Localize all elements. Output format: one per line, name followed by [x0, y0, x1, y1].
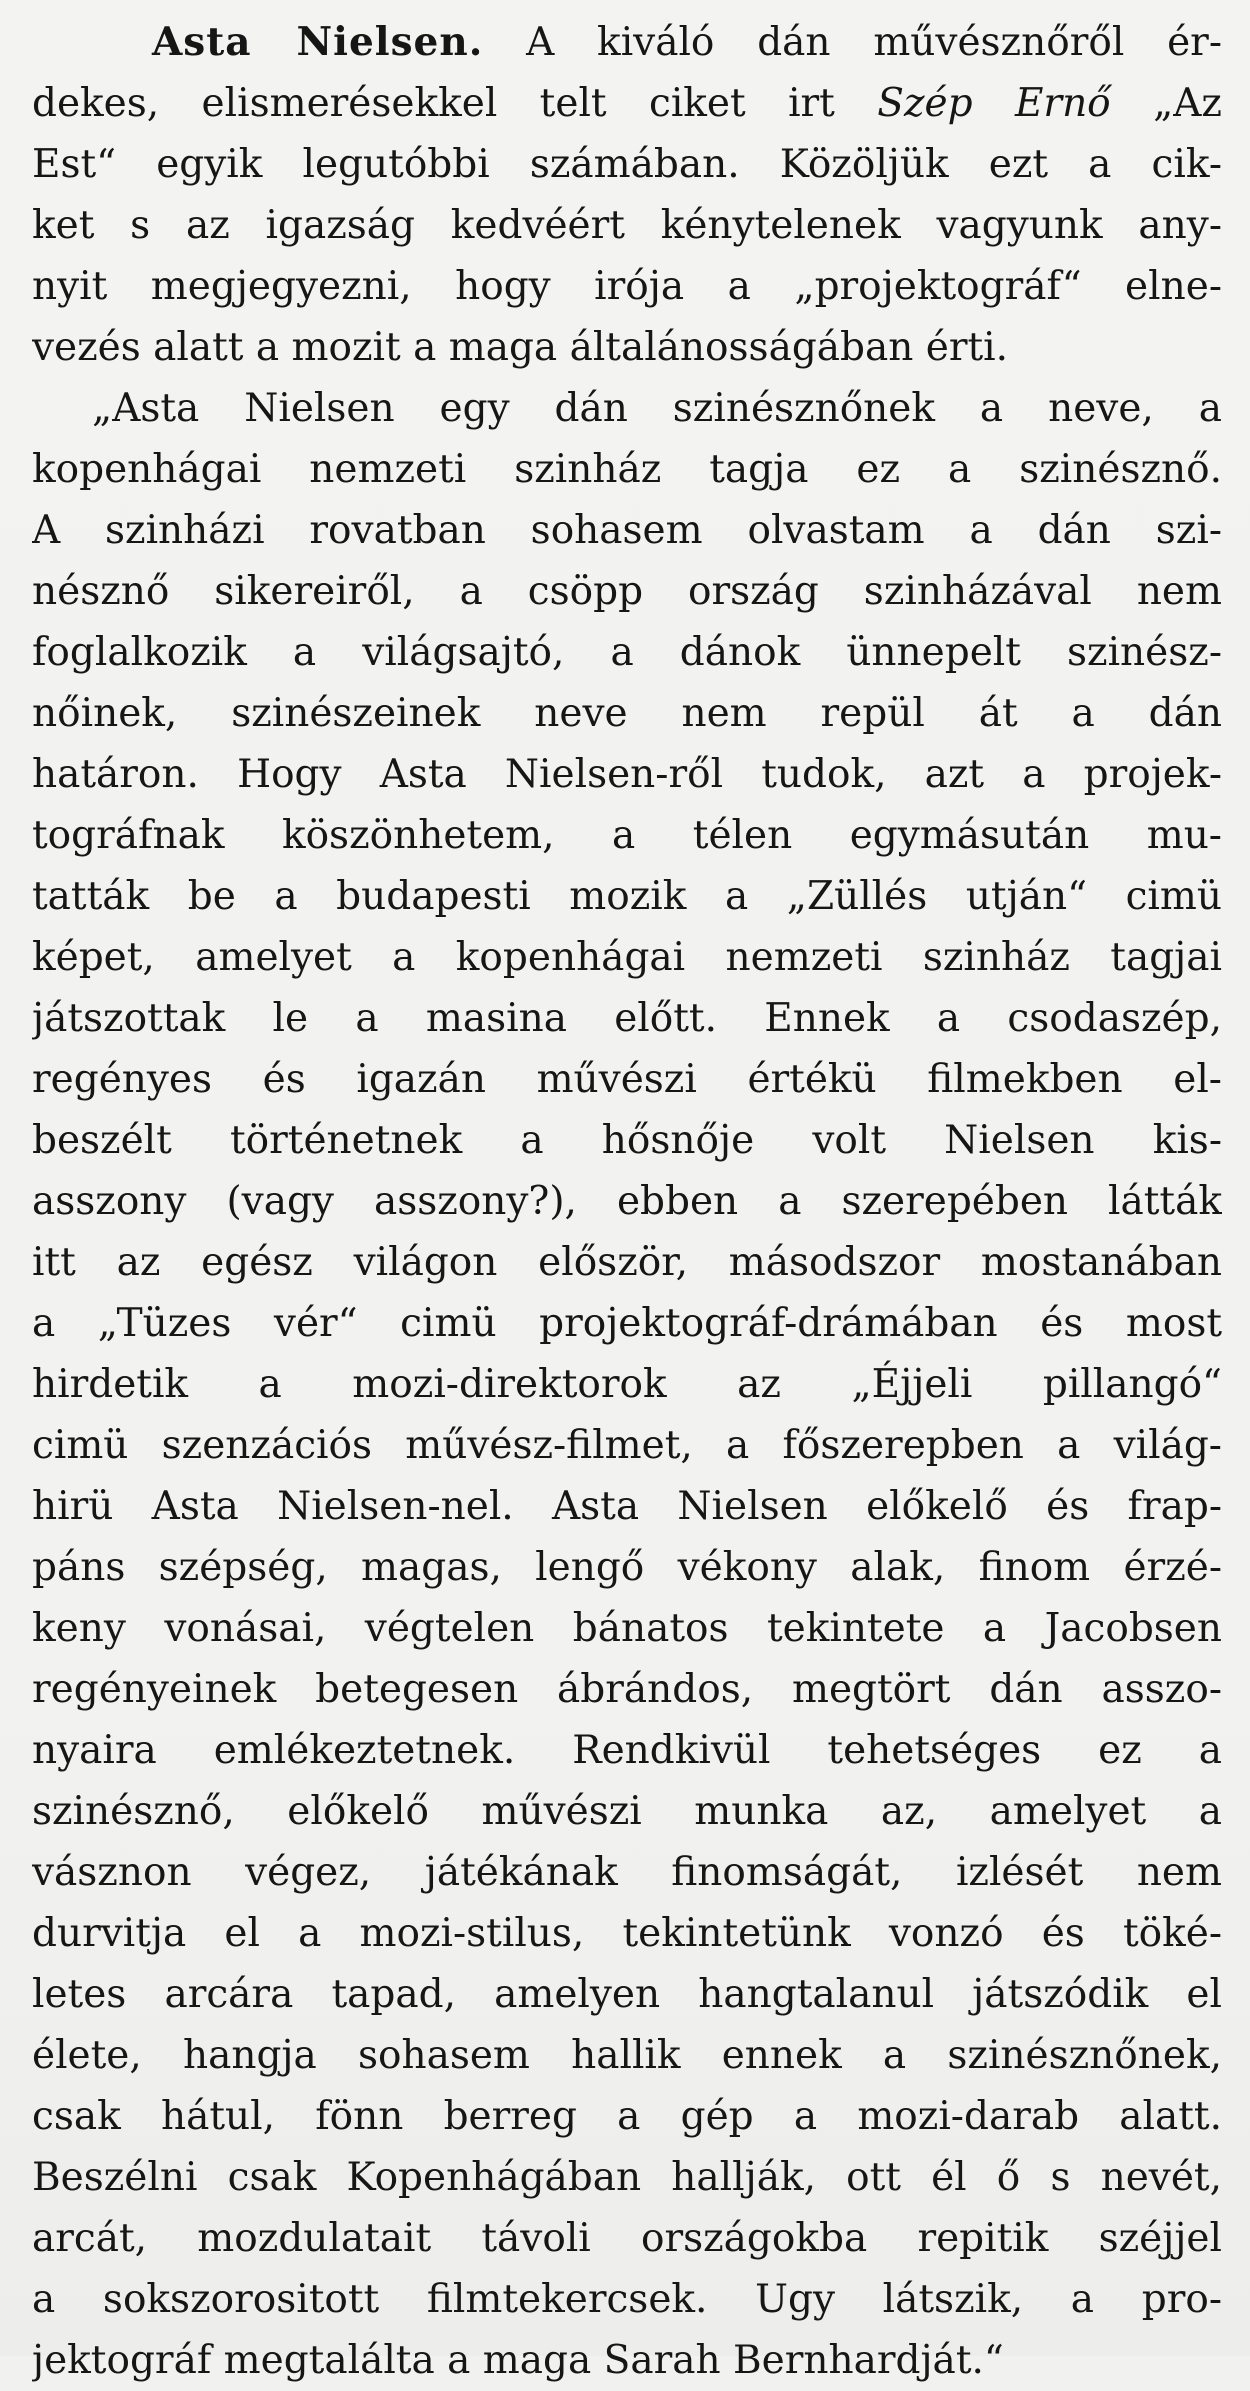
article-line: kopenhágai nemzeti szinház tagja ez a szinésznő.: [32, 447, 1222, 492]
article-line: durvitja el a mozi-stilus, tekintetünk vonzó és töké-: [32, 1911, 1222, 1956]
article-line: asszony (vagy asszony?), ebben a szerepében látták: [32, 1179, 1222, 1224]
article-heading: Asta Nielsen.: [152, 19, 484, 65]
article-text: dekes, elismerésekkel telt ciket irt: [32, 81, 835, 126]
article-line: vásznon végez, játékának finomságát, izlését nem: [32, 1850, 1222, 1895]
article-line: [32, 73, 1222, 134]
article-line: élete, hangja sohasem hallik ennek a szinésznőnek,: [32, 2033, 1222, 2078]
article-line: páns szépség, magas, lengő vékony alak, finom érzé-: [32, 1545, 1222, 1590]
article-line: hirdetik a mozi-direktorok az „Éjjeli pillangó“: [32, 1362, 1222, 1407]
article-line: „Asta Nielsen egy dán szinésznőnek a neve, a: [92, 386, 1222, 431]
article-line: Beszélni csak Kopenhágában hallják, ott él ő s nevét,: [32, 2155, 1222, 2200]
article-line: nőinek, szinészeinek neve nem repül át a dán: [32, 691, 1222, 736]
article-line: regényeinek betegesen ábrándos, megtört dán asszo-: [32, 1667, 1222, 1712]
article-line: nyaira emlékeztetnek. Rendkivül tehetséges ez a: [32, 1728, 1222, 1773]
article-line: Est“ egyik legutóbbi számában. Közöljük ezt a cik-: [32, 142, 1222, 187]
article-line: csak hátul, fönn berreg a gép a mozi-darab alatt.: [32, 2094, 1222, 2139]
article-line: keny vonásai, végtelen bánatos tekintete a Jacobsen: [32, 1606, 1222, 1651]
article-line: a „Tüzes vér“ cimü projektográf-drámában és most: [32, 1301, 1222, 1346]
article-line: jektográf megtalálta a maga Sarah Bernhardját.“: [32, 2338, 1004, 2383]
article-line: itt az egész világon először, másodszor mostanában: [32, 1240, 1222, 1285]
article-line: ket s az igazság kedvéért kénytelenek vagyunk any-: [32, 203, 1222, 248]
article-line: tográfnak köszönhetem, a télen egymásután mu-: [32, 813, 1222, 858]
article-text: „Az: [1153, 81, 1222, 126]
article-line: tatták be a budapesti mozik a „Züllés utján“ cimü: [32, 874, 1222, 919]
article-line: a sokszorositott filmtekercsek. Ugy látszik, a pro-: [32, 2277, 1222, 2322]
article-line: letes arcára tapad, amelyen hangtalanul játszódik el: [32, 1972, 1222, 2017]
author-name: Szép Ernő: [877, 81, 1111, 126]
article-line: hirü Asta Nielsen-nel. Asta Nielsen előkelő és frap-: [32, 1484, 1222, 1529]
article-line: foglalkozik a világsajtó, a dánok ünnepelt szinész-: [32, 630, 1222, 675]
article-text: A kiváló dán művésznőről ér-: [526, 20, 1222, 65]
article: [32, 0, 1222, 2383]
article-line: szinésznő, előkelő művészi munka az, amelyet a: [32, 1789, 1222, 1834]
article-line: határon. Hogy Asta Nielsen-ről tudok, azt a projek-: [32, 752, 1222, 797]
article-line: beszélt történetnek a hősnője volt Nielsen kis-: [32, 1118, 1222, 1163]
article-line: [32, 12, 1222, 73]
article-line: játszottak le a masina előtt. Ennek a csodaszép,: [32, 996, 1222, 1041]
article-line: vezés alatt a mozit a maga általánosságában érti.: [32, 325, 1009, 370]
article-line: A szinházi rovatban sohasem olvastam a dán szi-: [32, 508, 1222, 553]
article-line: cimü szenzációs művész-filmet, a főszerepben a világ-: [32, 1423, 1222, 1468]
article-line: nésznő sikereiről, a csöpp ország szinházával nem: [32, 569, 1222, 614]
article-line: arcát, mozdulatait távoli országokba repitik széjjel: [32, 2216, 1222, 2261]
article-line: képet, amelyet a kopenhágai nemzeti szinház tagjai: [32, 935, 1222, 980]
article-line: nyit megjegyezni, hogy irója a „projektográf“ elne-: [32, 264, 1222, 309]
article-line: regényes és igazán művészi értékü filmekben el-: [32, 1057, 1222, 1102]
